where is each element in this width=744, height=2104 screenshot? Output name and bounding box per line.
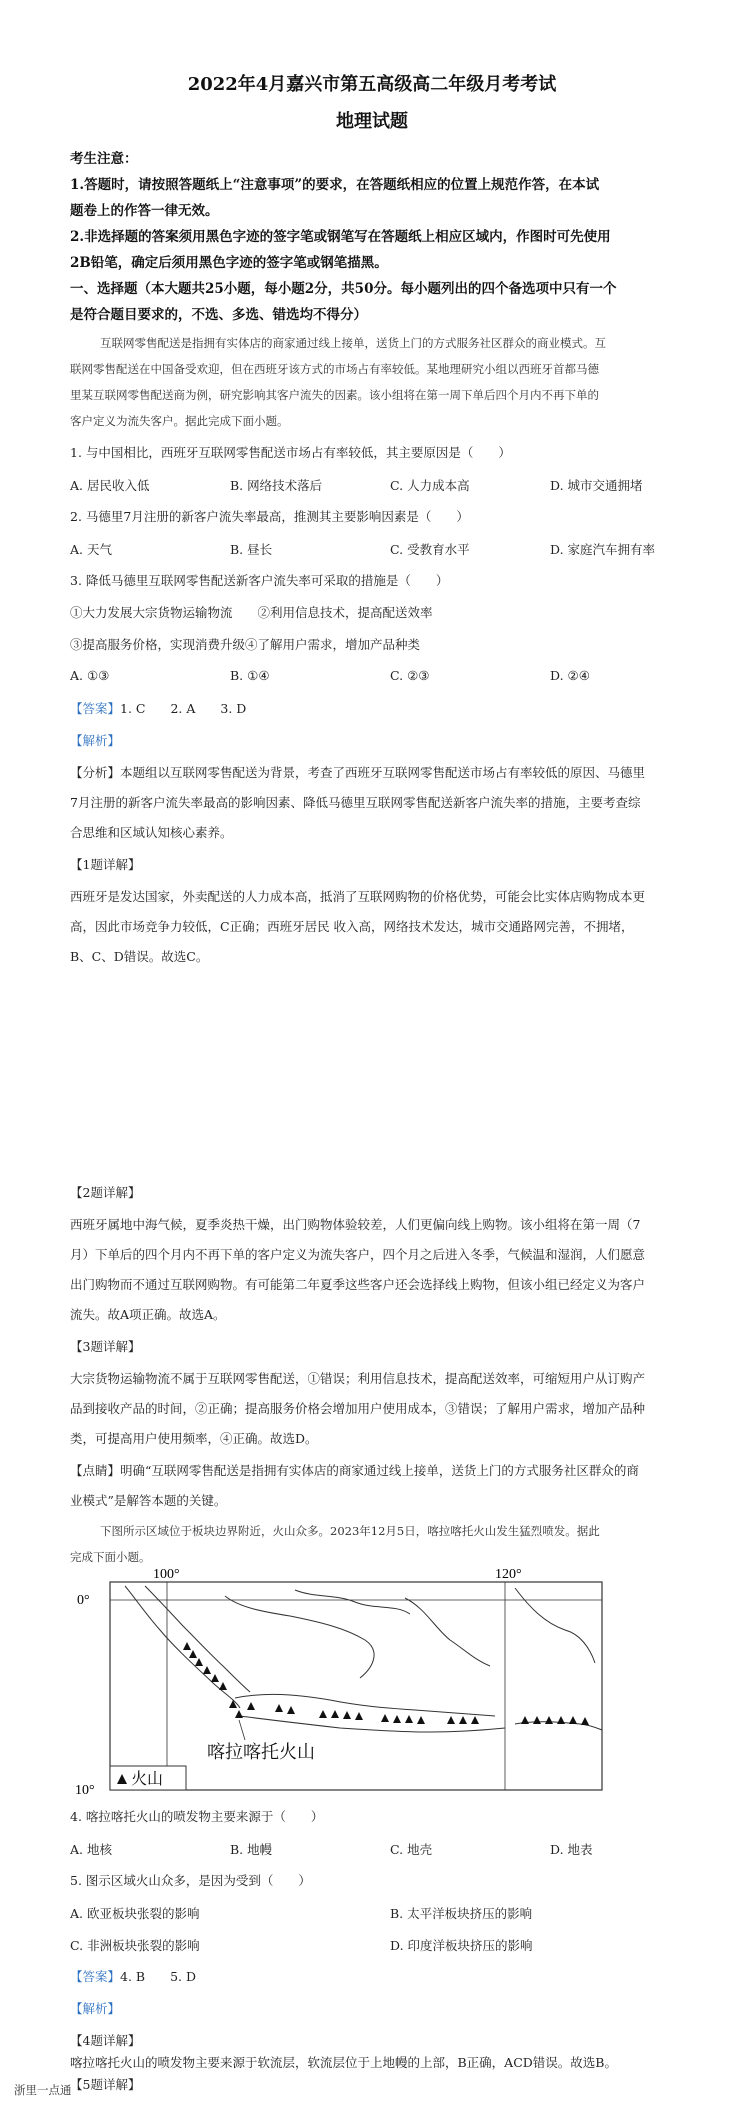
question-1-stem: 1. 与中国相比，西班牙互联网零售配送市场占有率较低，其主要原因是（ ） [70,445,511,460]
answer-text: 4. B 5. D [120,1969,197,1984]
q3-measures: ①大力发展大宗货物运输物流 ②利用信息技术，提高配送效率 [70,605,433,620]
q3-option-d: D. ②④ [550,668,590,683]
q4-option-a: A. 地核 [70,1842,112,1857]
detail-line: 西班牙是发达国家，外卖配送的人力成本高，抵消了互联网购物的价格优势，可能会比实体店购物成本更 [70,889,646,904]
lon-label-120: 120° [495,1568,522,1582]
question-4-stem: 4. 喀拉喀托火山的喷发物主要来源于（ ） [70,1809,324,1824]
volcano-region-map [75,1568,610,1796]
q1-option-b: B. 网络技术落后 [230,478,323,493]
detail-line: 大宗货物运输物流不属于互联网零售配送，①错误；利用信息技术，提高配送效率，可缩短用户从订购产 [70,1371,646,1386]
footer-watermark: 浙里一点通 [14,2083,72,2097]
passage-line: 客户定义为流失客户。据此完成下面小题。 [70,414,289,428]
notice-line: 题卷上的作答一律无效。 [70,203,219,219]
detail-line: 流失。故A项正确。故选A。 [70,1307,226,1322]
analysis-label: 【解析】 [70,2001,121,2016]
q4-option-b: B. 地幔 [230,1842,273,1857]
legend-label: 火山 [131,1769,164,1788]
detail-line: 品到接收产品的时间，②正确；提高服务价格会增加用户使用成本，③错误；了解用户需求，增加产品种 [70,1401,646,1416]
q5-option-d: D. 印度洋板块挤压的影响 [390,1938,533,1953]
q2-option-d: D. 家庭汽车拥有率 [550,542,656,557]
q3-option-c: C. ②③ [390,668,430,683]
tip-line: 业模式”是解答本题的关键。 [70,1493,227,1508]
q4-option-c: C. 地壳 [390,1842,433,1857]
detail-4-heading: 【4题详解】 [70,2033,141,2048]
question-5-stem: 5. 图示区域火山众多，是因为受到（ ） [70,1873,311,1888]
q5-option-a: A. 欧亚板块张裂的影响 [70,1906,200,1921]
notice-heading: 考生注意： [70,151,138,167]
answer-row [70,1968,710,1986]
q5-option-b: B. 太平洋板块挤压的影响 [390,1906,533,1921]
detail-line: B、C、D错误。故选C。 [70,949,209,964]
q3-option-a: A. ①③ [70,668,110,683]
detail-5-heading: 【5题详解】 [70,2077,141,2092]
passage-line: 互联网零售配送是指拥有实体店的商家通过线上接单，送货上门的方式服务社区群众的商业模式。互 [100,336,606,350]
detail-line: 西班牙属地中海气候，夏季炎热干燥，出门购物体验较差，人们更偏向线上购物。该小组将在第一周（7 [70,1217,641,1232]
question-2-stem: 2. 马德里7月注册的新客户流失率最高，推测其主要影响因素是（ ） [70,509,469,524]
notice-line: 2B铅笔，确定后须用黑色字迹的签字笔或钢笔描黑。 [70,255,388,271]
passage-line: 联网零售配送在中国备受欢迎，但在西班牙该方式的市场占有率较低。某地理研究小组以西班牙首都马德 [70,362,599,376]
answer-label: 【答案】 [70,701,121,716]
krakatau-label: 喀拉喀托火山 [207,1742,315,1763]
analysis-line: 合思维和区域认知核心素养。 [70,825,233,840]
tip-line: 【点睛】明确“互联网零售配送是指拥有实体店的商家通过线上接单，送货上门的方式服务社区群众的商 [70,1463,639,1478]
section-heading: 一、选择题（本大题共25小题，每小题2分，共50分。每小题列出的四个备选项中只有一个 [70,281,617,297]
q1-option-a: A. 居民收入低 [70,478,150,493]
exam-title: 2022年4月嘉兴市第五高级高二年级月考考试 [187,74,557,95]
exam-subtitle: 地理试题 [336,111,408,132]
detail-line: 喀拉喀托火山的喷发物主要来源于软流层，软流层位于上地幔的上部，B正确，ACD错误。故选B。 [70,2055,617,2070]
map-frame [110,1582,602,1790]
analysis-label: 【解析】 [70,733,121,748]
answer-text: 1. C 2. A 3. D [120,701,247,716]
detail-2-heading: 【2题详解】 [70,1185,141,1200]
q3-option-b: B. ①④ [230,668,270,683]
detail-1-heading: 【1题详解】 [70,857,141,872]
detail-line: 月）下单后的四个月内不再下单的客户定义为流失客户，四个月之后进入冬季，气候温和湿润，人们愿意 [70,1247,646,1262]
answer-label: 【答案】 [70,1969,121,1984]
q2-option-a: A. 天气 [70,542,112,557]
q1-option-d: D. 城市交通拥堵 [550,478,643,493]
q2-option-c: C. 受教育水平 [390,542,470,557]
q3-measures: ③提高服务价格，实现消费升级④了解用户需求，增加产品种类 [70,637,421,652]
q4-option-d: D. 地表 [550,1842,593,1857]
lat-label-0: 0° [77,1593,90,1608]
detail-3-heading: 【3题详解】 [70,1339,141,1354]
passage-line: 完成下面小题。 [70,1550,151,1564]
q1-option-c: C. 人力成本高 [390,478,470,493]
question-3-stem: 3. 降低马德里互联网零售配送新客户流失率可采取的措施是（ ） [70,573,449,588]
q5-option-c: C. 非洲板块张裂的影响 [70,1938,200,1953]
analysis-line: 【分析】本题组以互联网零售配送为背景，考查了西班牙互联网零售配送市场占有率较低的原因、马德里 [70,765,646,780]
passage-line: 里某互联网零售配送商为例，研究影响其客户流失的因素。该小组将在第一周下单后四个月内不再下单的 [70,388,599,402]
section-heading: 是符合题目要求的，不选、多选、错选均不得分） [70,307,367,323]
analysis-line: 7月注册的新客户流失率最高的影响因素、降低马德里互联网零售配送新客户流失率的措施，主要考查综 [70,795,641,810]
q2-option-b: B. 昼长 [230,542,273,557]
detail-line: 高，因此市场竞争力较低，C正确；西班牙居民 收入高，网络技术发达，城市交通路网完善，不拥堵， [70,919,634,934]
detail-line: 类，可提高用户使用频率，④正确。故选D。 [70,1431,318,1446]
notice-line: 2.非选择题的答案须用黑色字迹的签字笔或钢笔写在答题纸上相应区域内，作图时可先使用 [70,229,611,245]
passage-line: 下图所示区域位于板块边界附近，火山众多。2023年12月5日，喀拉喀托火山发生猛烈喷发。据此 [100,1524,600,1538]
answer-row [70,700,710,718]
lat-label-10: 10° [75,1783,95,1796]
detail-line: 出门购物而不通过互联网购物。有可能第二年夏季这些客户还会选择线上购物，但该小组已经定义为客户 [70,1277,646,1292]
notice-line: 1.答题时，请按照答题纸上“注意事项”的要求，在答题纸相应的位置上规范作答，在本试 [70,177,600,193]
lon-label-100: 100° [153,1568,180,1582]
